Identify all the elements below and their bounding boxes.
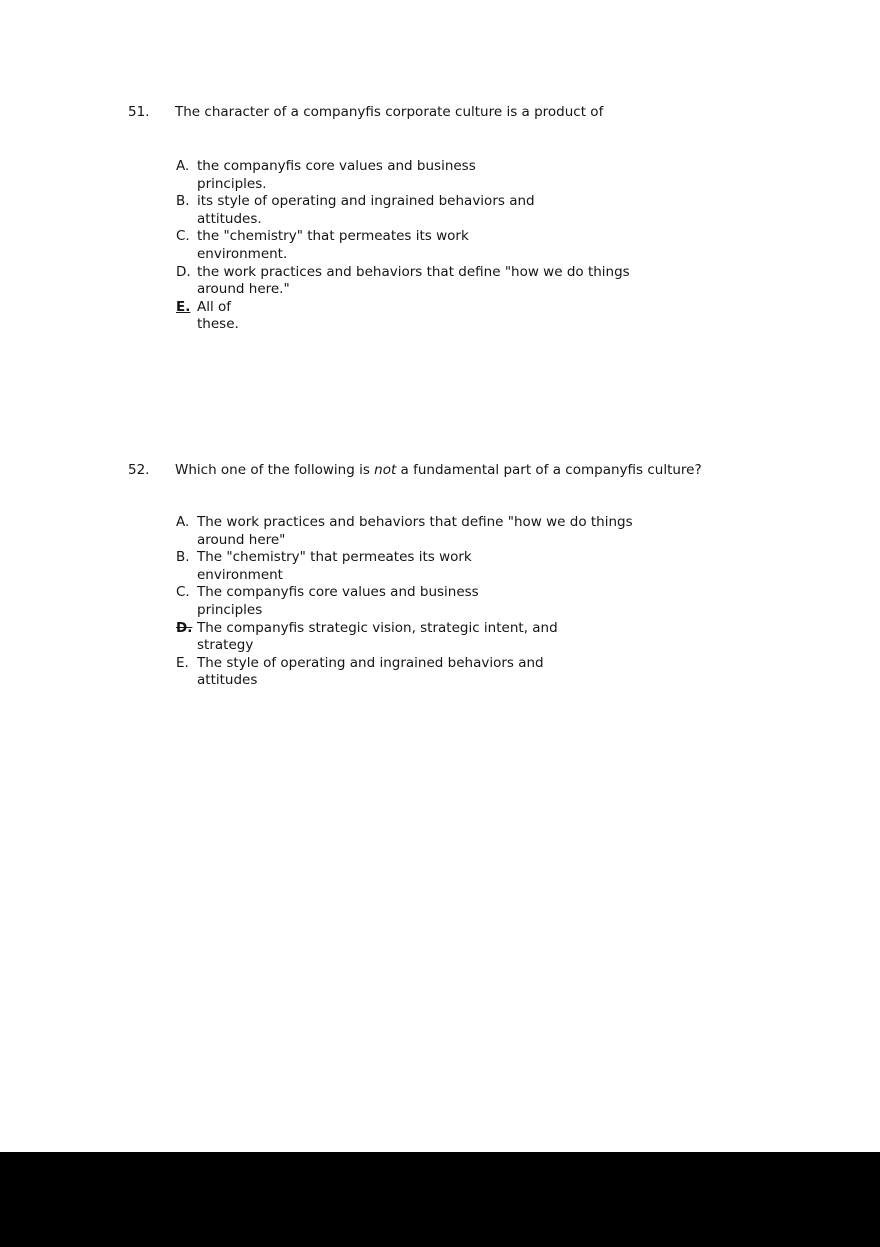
option-letter-e: E. [176,654,189,671]
option-text-c [197,228,469,263]
option-row-a [176,514,633,549]
option-text-d [197,264,630,299]
option-row-d [176,264,630,299]
option-letter-c: C. [176,228,190,245]
option-row-c [176,584,633,619]
option-line: The "chemistry" that permeates its work [197,549,472,566]
option-line: its style of operating and ingrained behaviors and [197,193,535,210]
option-letter-b: B. [176,193,190,210]
question-52-text [175,462,702,480]
option-line: The companyfis strategic vision, strategic intent, and [197,619,558,636]
question-52-text-italic: not [374,462,397,478]
question-51-options [176,158,630,334]
option-letter-e-answer: E. [176,298,191,315]
option-letter-d: D. [176,263,191,280]
option-letter-b: B. [176,549,190,566]
option-line: attitudes. [197,210,262,227]
option-text-a [197,514,633,549]
option-row-b [176,193,630,228]
option-letter-c: C. [176,584,190,601]
option-text-c [197,584,479,619]
option-line: the work practices and behaviors that define "how we do things [197,263,630,280]
option-line: The companyfis core values and business [197,584,479,601]
option-line: environment [197,566,283,583]
option-line: principles. [197,175,267,192]
option-row-c [176,228,630,263]
option-line: All of [197,298,232,315]
option-text-e [197,655,544,690]
option-line: The work practices and behaviors that define "how we do things [197,514,633,530]
question-52 [128,462,702,480]
option-line: attitudes [197,672,258,689]
option-line: environment. [197,245,288,262]
option-row-b [176,549,633,584]
option-line: principles [197,601,263,618]
option-line: these. [197,316,239,333]
footer-black-bar [0,1152,880,1247]
option-line: the companyfis core values and business [197,158,476,174]
option-text-e [197,299,239,334]
option-text-b [197,549,472,584]
option-row-d-answer [176,620,633,655]
question-51-text: The character of a companyfis corporate culture is a product of [175,104,604,120]
question-52-text-suffix: a fundamental part of a companyfis culture? [396,462,702,478]
question-52-options [176,514,633,690]
question-51-number: 51. [128,104,150,120]
option-text-d [197,620,558,655]
option-letter-d-answer: D. [176,619,193,636]
option-text-b [197,193,535,228]
question-52-number: 52. [128,462,150,478]
option-line: the "chemistry" that permeates its work [197,228,469,245]
option-row-e [176,655,633,690]
question-51 [128,104,603,122]
option-row-a [176,158,630,193]
option-text-a [197,158,476,193]
option-letter-a: A. [176,514,190,530]
option-row-e-answer [176,299,630,334]
option-line: around here." [197,281,290,298]
option-letter-a: A. [176,158,190,174]
option-line: The style of operating and ingrained behaviors and [197,654,544,671]
question-52-text-prefix: Which one of the following is [175,462,375,478]
option-line: around here" [197,531,286,548]
option-line: strategy [197,637,254,654]
